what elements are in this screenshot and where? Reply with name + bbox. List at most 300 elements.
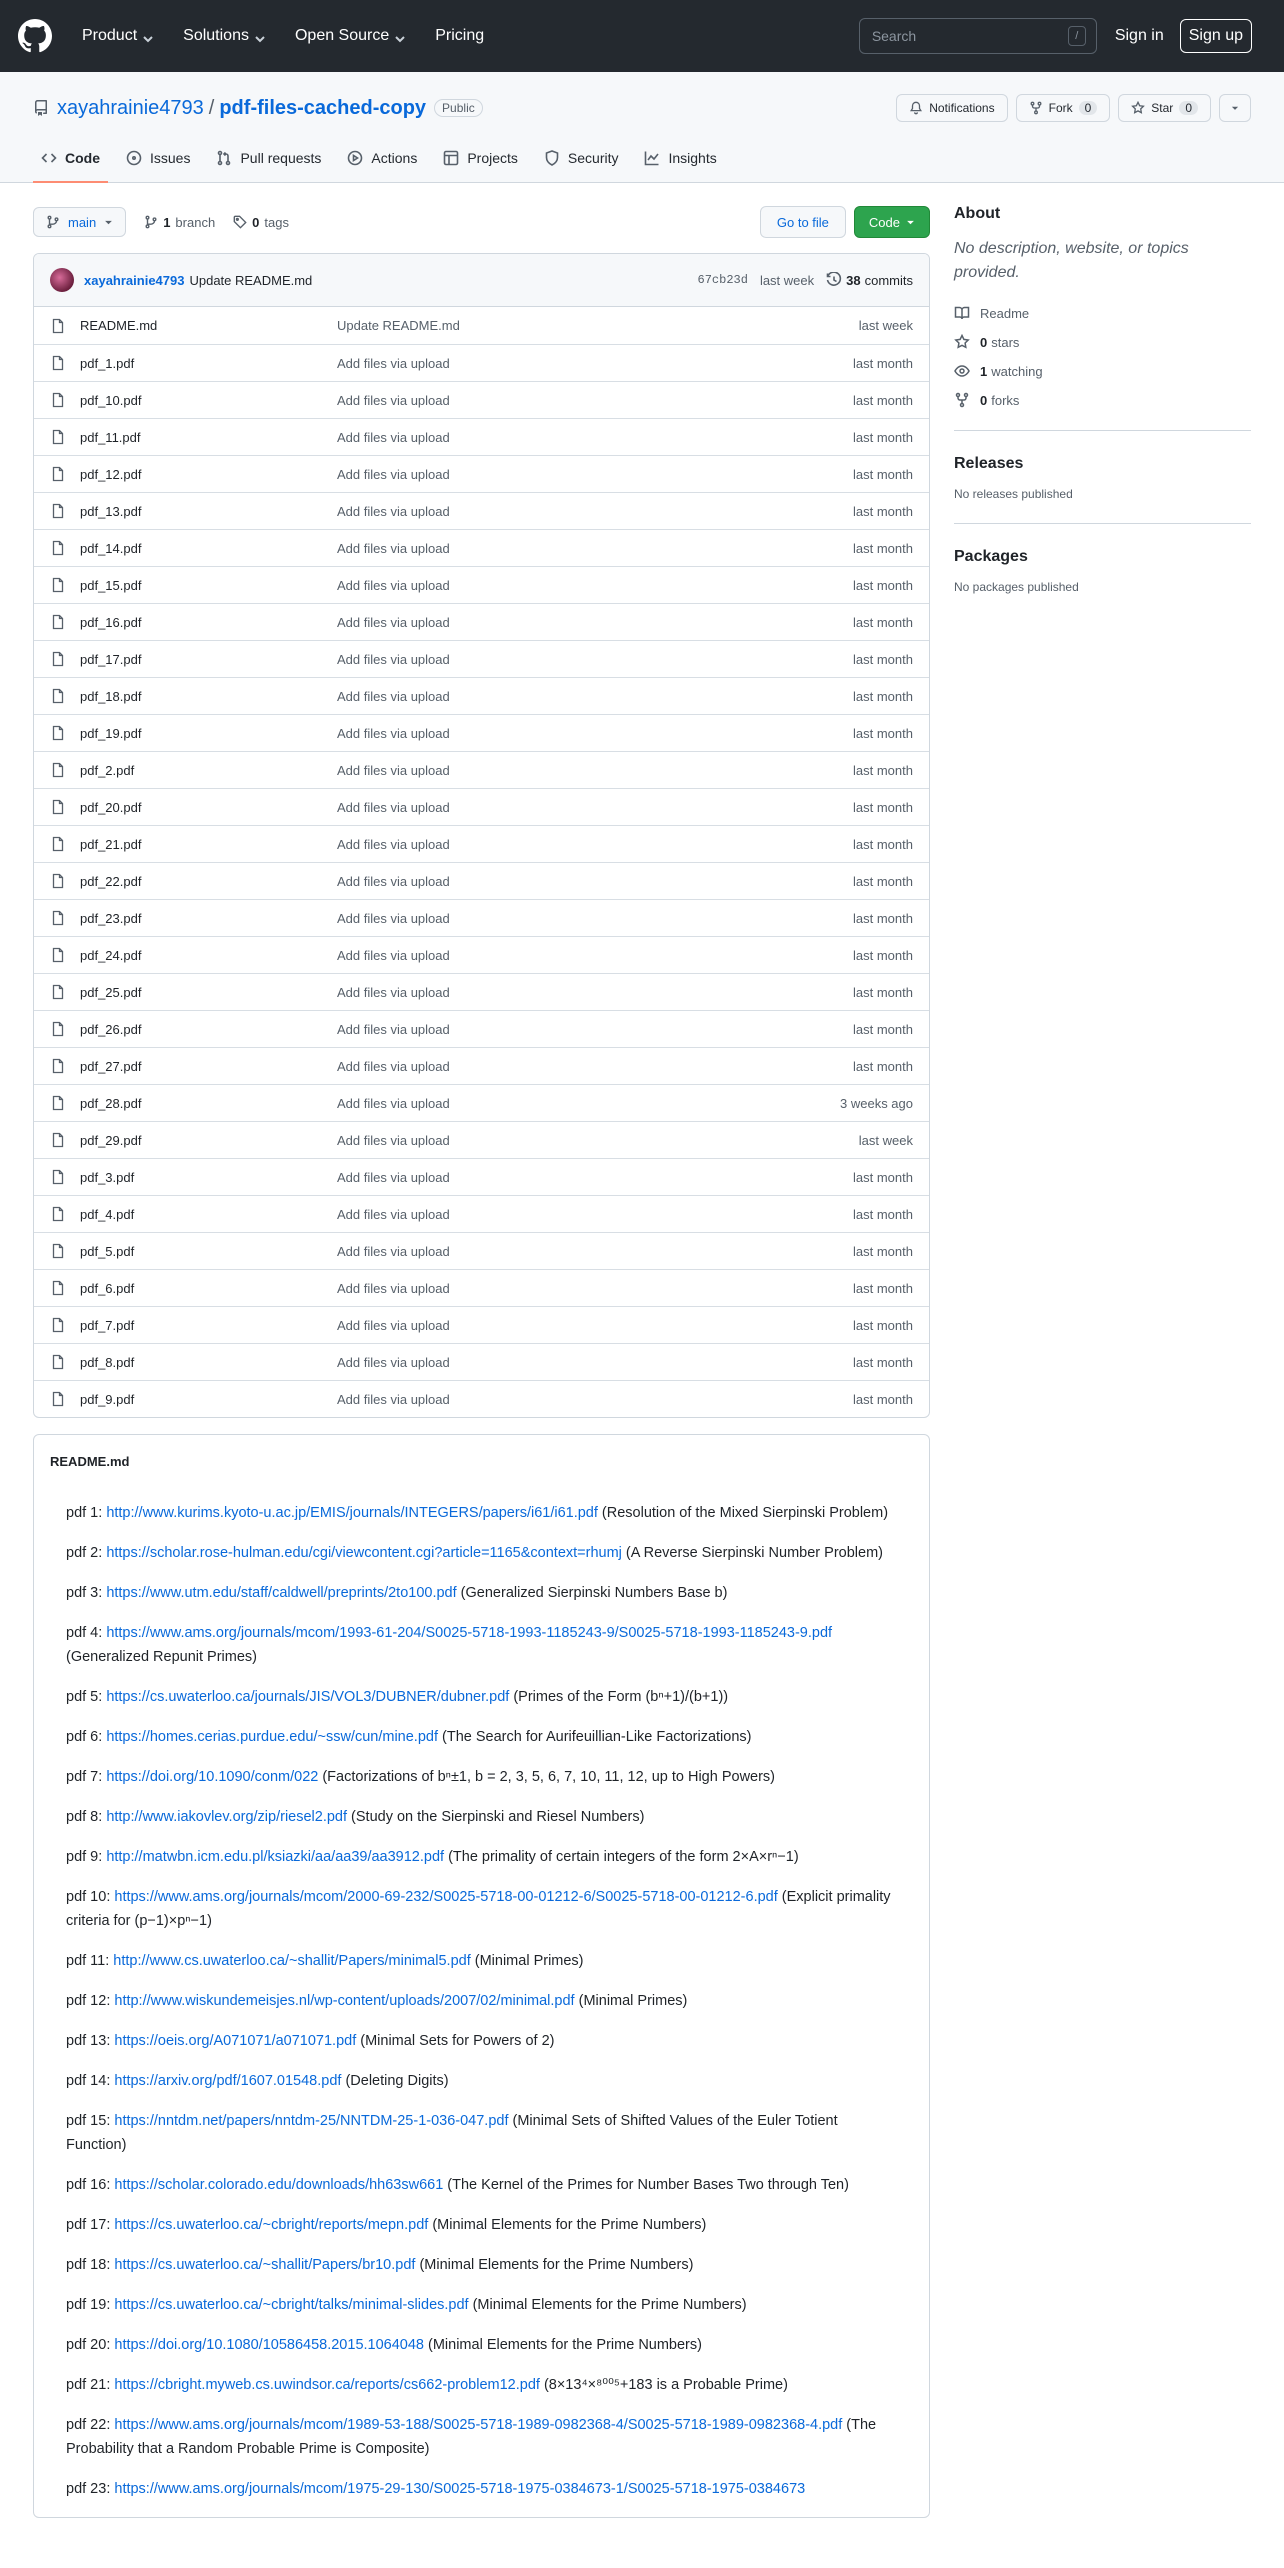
pdf-label: pdf 5: bbox=[66, 1689, 107, 1705]
sign-up-button[interactable]: Sign up bbox=[1180, 19, 1252, 53]
repo-name-link[interactable]: pdf-files-cached-copy bbox=[219, 96, 427, 119]
file-row[interactable] bbox=[34, 1084, 929, 1121]
tab-issues-label: Issues bbox=[150, 150, 191, 166]
pdf-description: (Minimal Elements for the Prime Numbers) bbox=[415, 2257, 694, 2273]
file-name-link[interactable]: pdf_20.pdf bbox=[80, 799, 142, 815]
tag-count: 0 bbox=[252, 214, 260, 230]
file-icon bbox=[50, 1206, 66, 1222]
star-label: Star bbox=[1151, 101, 1174, 115]
readme-body bbox=[34, 1487, 929, 2501]
pdf-label: pdf 21: bbox=[66, 2377, 115, 2393]
file-icon bbox=[50, 1280, 66, 1296]
file-name-link[interactable]: pdf_24.pdf bbox=[80, 947, 142, 963]
repo-path-separator: / bbox=[208, 96, 215, 119]
star-dropdown-button[interactable] bbox=[1219, 94, 1251, 122]
pdf-url-link[interactable]: https://www.utm.edu/staff/caldwell/preprints/2to100.pdf bbox=[106, 1585, 457, 1601]
file-row[interactable] bbox=[34, 529, 929, 566]
pdf-url-link[interactable]: https://homes.cerias.purdue.edu/~ssw/cun/mine.pdf bbox=[106, 1729, 438, 1745]
branch-word: branch bbox=[175, 214, 216, 230]
branch-count: 1 bbox=[163, 214, 171, 230]
pdf-description: (Minimal Elements for the Prime Numbers) bbox=[468, 2297, 747, 2313]
file-row[interactable] bbox=[34, 381, 929, 418]
file-commit-message[interactable]: Add files via upload bbox=[337, 947, 450, 963]
fork-icon bbox=[954, 392, 970, 408]
file-commit-message[interactable]: Add files via upload bbox=[337, 651, 450, 667]
file-row[interactable] bbox=[34, 1121, 929, 1158]
file-commit-message[interactable]: Add files via upload bbox=[337, 1021, 450, 1037]
stars-word: stars bbox=[991, 334, 1020, 350]
file-age: last month bbox=[853, 1169, 913, 1185]
table-icon bbox=[443, 150, 459, 166]
packages-empty-text: No packages published bbox=[954, 580, 1079, 594]
chevron-down-icon bbox=[395, 31, 405, 41]
file-row[interactable] bbox=[34, 344, 929, 381]
pdf-url-link[interactable]: https://nntdm.net/papers/nntdm-25/NNTDM-25-1-036-047.pdf bbox=[114, 2113, 509, 2129]
file-icon bbox=[50, 1095, 66, 1111]
tab-issues[interactable] bbox=[118, 134, 198, 182]
file-name-link[interactable]: pdf_16.pdf bbox=[80, 614, 142, 630]
search-input[interactable] bbox=[859, 18, 1097, 54]
file-commit-message[interactable]: Add files via upload bbox=[337, 762, 450, 778]
file-icon bbox=[50, 392, 66, 408]
commit-sha[interactable]: 67cb23d bbox=[697, 273, 748, 287]
file-list bbox=[34, 307, 929, 1417]
file-row[interactable] bbox=[34, 788, 929, 825]
pdf-label: pdf 8: bbox=[66, 1809, 107, 1825]
tags-link[interactable] bbox=[233, 215, 289, 230]
file-row[interactable] bbox=[34, 936, 929, 973]
tab-insights-label: Insights bbox=[668, 150, 717, 166]
file-age: last month bbox=[853, 1354, 913, 1370]
commit-author[interactable]: xayahrainie4793 bbox=[84, 272, 185, 288]
file-age: last month bbox=[853, 577, 913, 593]
pdf-url-link[interactable]: https://www.ams.org/journals/mcom/2000-69-232/S0025-5718-00-01212-6/S0025-5718-00-01212-6.pdf bbox=[114, 1889, 778, 1905]
github-logo-icon[interactable] bbox=[18, 19, 52, 53]
pdf-url-link[interactable]: https://www.ams.org/journals/mcom/1989-53-188/S0025-5718-1989-0982368-4/S0025-5718-1989-0982368-4.pdf bbox=[114, 2417, 843, 2433]
file-name-link[interactable]: pdf_9.pdf bbox=[80, 1391, 135, 1407]
file-age: last month bbox=[853, 873, 913, 889]
file-row[interactable] bbox=[34, 825, 929, 862]
file-row[interactable] bbox=[34, 899, 929, 936]
file-age: last month bbox=[853, 503, 913, 519]
releases-empty-text: No releases published bbox=[954, 487, 1073, 501]
file-icon bbox=[50, 947, 66, 963]
file-name-link[interactable]: pdf_5.pdf bbox=[80, 1243, 135, 1259]
file-name-link[interactable]: pdf_22.pdf bbox=[80, 873, 142, 889]
readme-pdf-entry bbox=[66, 2333, 897, 2357]
file-icon bbox=[50, 873, 66, 889]
file-commit-message[interactable]: Update README.md bbox=[337, 318, 460, 333]
file-name-link[interactable]: README.md bbox=[80, 318, 158, 333]
file-icon bbox=[50, 503, 66, 519]
file-commit-message[interactable]: Add files via upload bbox=[337, 503, 450, 519]
pdf-description: (Study on the Sierpinski and Riesel Numbers) bbox=[347, 1809, 645, 1825]
readme-pdf-entry bbox=[66, 2029, 897, 2053]
file-name-link[interactable]: pdf_14.pdf bbox=[80, 540, 142, 556]
chevron-down-icon bbox=[143, 31, 153, 41]
file-name-link[interactable]: pdf_19.pdf bbox=[80, 725, 142, 741]
commit-count-word: commits bbox=[864, 272, 913, 288]
file-commit-message[interactable]: Add files via upload bbox=[337, 725, 450, 741]
pdf-url-link[interactable]: https://cs.uwaterloo.ca/~shallit/Papers/br10.pdf bbox=[114, 2257, 416, 2273]
file-age: last month bbox=[853, 1317, 913, 1333]
file-age: last month bbox=[853, 540, 913, 556]
file-commit-message[interactable]: Add files via upload bbox=[337, 688, 450, 704]
pdf-label: pdf 22: bbox=[66, 2417, 115, 2433]
file-name-link[interactable]: pdf_2.pdf bbox=[80, 762, 135, 778]
pdf-description: (The Probability that a Random Probable Prime is Composite) bbox=[66, 2417, 877, 2457]
nav-open-source[interactable] bbox=[295, 27, 405, 45]
search-placeholder: Search bbox=[871, 28, 917, 44]
file-row[interactable] bbox=[34, 1380, 929, 1417]
file-commit-message[interactable]: Add files via upload bbox=[337, 429, 450, 445]
pdf-label: pdf 10: bbox=[66, 1889, 115, 1905]
go-to-file-button[interactable]: Go to file bbox=[760, 206, 846, 238]
file-age: last month bbox=[853, 1391, 913, 1407]
tab-pull-requests[interactable] bbox=[208, 134, 329, 182]
file-name-link[interactable]: pdf_1.pdf bbox=[80, 355, 135, 371]
nav-pricing[interactable] bbox=[435, 27, 484, 45]
file-row[interactable] bbox=[34, 714, 929, 751]
file-commit-message[interactable]: Add files via upload bbox=[337, 1095, 450, 1111]
readme-link-label: Readme bbox=[980, 305, 1030, 321]
file-name-link[interactable]: pdf_26.pdf bbox=[80, 1021, 142, 1037]
file-icon bbox=[50, 1317, 66, 1333]
pdf-url-link[interactable]: http://matwbn.icm.edu.pl/ksiazki/aa/aa39/aa3912.pdf bbox=[106, 1849, 445, 1865]
file-age: last week bbox=[858, 1132, 913, 1148]
pdf-description: (Minimal Elements for the Prime Numbers) bbox=[423, 2337, 702, 2353]
packages-section bbox=[954, 523, 1251, 594]
book-icon bbox=[954, 305, 970, 321]
file-row[interactable] bbox=[34, 492, 929, 529]
pdf-label: pdf 6: bbox=[66, 1729, 107, 1745]
file-age: last month bbox=[853, 910, 913, 926]
file-commit-message[interactable]: Add files via upload bbox=[337, 1391, 450, 1407]
pdf-description: (A Reverse Sierpinski Number Problem) bbox=[621, 1545, 883, 1561]
file-row[interactable] bbox=[34, 677, 929, 714]
file-row[interactable] bbox=[34, 1343, 929, 1380]
latest-commit-bar bbox=[34, 254, 929, 307]
fork-button[interactable] bbox=[1016, 94, 1111, 122]
repo-actions bbox=[896, 94, 1251, 122]
file-commit-message[interactable]: Add files via upload bbox=[337, 466, 450, 482]
readme-pdf-entry bbox=[66, 1949, 897, 1973]
pdf-description: (Minimal Sets of Shifted Values of the Euler Totient Function) bbox=[66, 2113, 838, 2153]
file-age: last month bbox=[853, 651, 913, 667]
commit-message[interactable]: Update README.md bbox=[189, 272, 313, 288]
file-commit-message[interactable]: Add files via upload bbox=[337, 577, 450, 593]
file-commit-message[interactable]: Add files via upload bbox=[337, 1132, 450, 1148]
file-name-link[interactable]: pdf_17.pdf bbox=[80, 651, 142, 667]
file-age: last month bbox=[853, 836, 913, 852]
file-icon bbox=[50, 318, 66, 334]
branch-icon bbox=[46, 215, 60, 229]
file-commit-message[interactable]: Add files via upload bbox=[337, 1243, 450, 1259]
branch-icon bbox=[144, 215, 158, 229]
pdf-description: (Primes of the Form (bⁿ+1)/(b+1)) bbox=[509, 1689, 729, 1705]
bell-icon bbox=[909, 101, 923, 115]
file-icon bbox=[50, 651, 66, 667]
watching-word: watching bbox=[991, 363, 1043, 379]
forks-count: 0 bbox=[980, 392, 988, 408]
triangle-down-icon bbox=[104, 218, 113, 227]
nav-solutions[interactable] bbox=[183, 27, 265, 45]
commits-history-link[interactable] bbox=[826, 272, 913, 288]
tab-pull-requests-label: Pull requests bbox=[240, 150, 322, 166]
readme-pdf-entry bbox=[66, 2413, 897, 2461]
pdf-url-link[interactable]: https://doi.org/10.1080/10586458.2015.1064048 bbox=[114, 2337, 424, 2353]
file-row[interactable] bbox=[34, 455, 929, 492]
pdf-url-link[interactable]: http://www.cs.uwaterloo.ca/~shallit/Papers/minimal5.pdf bbox=[113, 1953, 471, 1969]
file-age: last month bbox=[853, 392, 913, 408]
pdf-label: pdf 16: bbox=[66, 2177, 115, 2193]
global-header bbox=[0, 0, 1284, 72]
tab-security-label: Security bbox=[567, 150, 619, 166]
file-icon bbox=[50, 1243, 66, 1259]
file-age: last month bbox=[853, 614, 913, 630]
visibility-badge: Public bbox=[434, 99, 483, 117]
pdf-label: pdf 13: bbox=[66, 2033, 115, 2049]
pdf-description: (8×13⁴×⁸⁰⁰⁵+183 is a Probable Prime) bbox=[539, 2377, 788, 2393]
file-row[interactable] bbox=[34, 1158, 929, 1195]
pdf-description: (Generalized Repunit Primes) bbox=[66, 1649, 257, 1665]
stars-link[interactable] bbox=[954, 334, 1251, 350]
pdf-url-link[interactable]: http://www.iakovlev.org/zip/riesel2.pdf bbox=[106, 1809, 348, 1825]
pdf-url-link[interactable]: https://arxiv.org/pdf/1607.01548.pdf bbox=[114, 2073, 342, 2089]
pdf-url-link[interactable]: https://cs.uwaterloo.ca/~cbright/talks/minimal-slides.pdf bbox=[114, 2297, 469, 2313]
pdf-label: pdf 20: bbox=[66, 2337, 115, 2353]
file-age: last month bbox=[853, 688, 913, 704]
tab-insights[interactable] bbox=[636, 134, 724, 182]
file-row[interactable] bbox=[34, 751, 929, 788]
repo-title-row bbox=[33, 94, 1251, 122]
code-icon bbox=[41, 150, 57, 166]
file-age: last week bbox=[858, 318, 913, 333]
readme-pdf-entry bbox=[66, 1541, 897, 1565]
pdf-label: pdf 3: bbox=[66, 1585, 107, 1601]
tab-actions[interactable] bbox=[339, 134, 425, 182]
eye-icon bbox=[954, 363, 970, 379]
tab-code[interactable] bbox=[33, 134, 108, 182]
file-commit-message[interactable]: Add files via upload bbox=[337, 873, 450, 889]
file-row[interactable] bbox=[34, 1195, 929, 1232]
commit-count: 38 bbox=[846, 272, 861, 288]
pull-request-icon bbox=[216, 150, 232, 166]
notifications-label: Notifications bbox=[929, 101, 995, 115]
pdf-description: (Minimal Sets for Powers of 2) bbox=[356, 2033, 555, 2049]
pdf-description: (Generalized Sierpinski Numbers Base b) bbox=[456, 1585, 728, 1601]
file-commit-message[interactable]: Add files via upload bbox=[337, 1169, 450, 1185]
file-commit-message[interactable]: Add files via upload bbox=[337, 614, 450, 630]
pdf-url-link[interactable]: http://www.wiskundemeisjes.nl/wp-content/uploads/2007/02/minimal.pdf bbox=[114, 1993, 575, 2009]
file-commit-message[interactable]: Add files via upload bbox=[337, 1280, 450, 1296]
file-name-link[interactable]: pdf_21.pdf bbox=[80, 836, 142, 852]
file-name-link[interactable]: pdf_27.pdf bbox=[80, 1058, 142, 1074]
graph-icon bbox=[644, 150, 660, 166]
file-name-link[interactable]: pdf_23.pdf bbox=[80, 910, 142, 926]
file-row[interactable] bbox=[34, 862, 929, 899]
main-content bbox=[33, 205, 930, 2518]
file-row[interactable] bbox=[34, 1010, 929, 1047]
file-commit-message[interactable]: Add files via upload bbox=[337, 392, 450, 408]
star-icon bbox=[1131, 101, 1145, 115]
readme-title: README.md bbox=[50, 1453, 130, 1469]
branch-select-button[interactable] bbox=[33, 207, 126, 237]
file-name-link[interactable]: pdf_6.pdf bbox=[80, 1280, 135, 1296]
tab-code-label: Code bbox=[65, 150, 100, 166]
branches-link[interactable] bbox=[144, 215, 215, 230]
readme-pdf-entry bbox=[66, 2293, 897, 2317]
pdf-description: (Deleting Digits) bbox=[341, 2073, 449, 2089]
pdf-url-link[interactable]: https://cs.uwaterloo.ca/~cbright/reports/mepn.pdf bbox=[114, 2217, 429, 2233]
file-name-link[interactable]: pdf_13.pdf bbox=[80, 503, 142, 519]
file-commit-message[interactable]: Add files via upload bbox=[337, 1206, 450, 1222]
sign-in-link[interactable]: Sign in bbox=[1114, 27, 1164, 44]
file-row[interactable] bbox=[34, 1269, 929, 1306]
releases-heading[interactable]: Releases bbox=[954, 455, 1024, 472]
about-description: No description, website, or topics provided. bbox=[954, 240, 1189, 281]
file-age: last month bbox=[853, 1206, 913, 1222]
file-icon bbox=[50, 1132, 66, 1148]
file-commit-message[interactable]: Add files via upload bbox=[337, 836, 450, 852]
pdf-description: (Resolution of the Mixed Sierpinski Problem) bbox=[597, 1505, 889, 1521]
file-age: last month bbox=[853, 1280, 913, 1296]
repo-icon bbox=[33, 100, 57, 116]
pdf-url-link[interactable]: https://cs.uwaterloo.ca/journals/JIS/VOL3/DUBNER/dubner.pdf bbox=[106, 1689, 510, 1705]
watching-link[interactable] bbox=[954, 363, 1251, 379]
pdf-label: pdf 4: bbox=[66, 1625, 107, 1641]
file-name-link[interactable]: pdf_8.pdf bbox=[80, 1354, 135, 1370]
file-name-link[interactable]: pdf_7.pdf bbox=[80, 1317, 135, 1333]
file-row[interactable] bbox=[34, 1232, 929, 1269]
pdf-url-link[interactable]: https://doi.org/10.1090/conm/022 bbox=[106, 1769, 319, 1785]
pdf-description: (Explicit primality criteria for (p−1)×pⁿ−1) bbox=[66, 1889, 891, 1929]
triangle-down-icon bbox=[1230, 103, 1240, 113]
chevron-down-icon bbox=[255, 31, 265, 41]
readme-pdf-entry bbox=[66, 1765, 897, 1789]
readme-link[interactable] bbox=[954, 305, 1251, 321]
file-name-link[interactable]: pdf_28.pdf bbox=[80, 1095, 142, 1111]
file-icon bbox=[50, 1058, 66, 1074]
pdf-url-link[interactable]: https://www.ams.org/journals/mcom/1975-29-130/S0025-5718-1975-0384673-1/S0025-5718-1975-0384673 bbox=[114, 2481, 806, 2497]
file-icon bbox=[50, 614, 66, 630]
triangle-down-icon bbox=[906, 218, 915, 227]
star-button[interactable] bbox=[1118, 94, 1211, 122]
nav-pricing-label: Pricing bbox=[435, 27, 485, 44]
file-icon bbox=[50, 466, 66, 482]
pdf-url-link[interactable]: https://scholar.rose-hulman.edu/cgi/viewcontent.cgi?article=1165&context=rhumj bbox=[106, 1545, 622, 1561]
file-icon bbox=[50, 799, 66, 815]
file-commit-message[interactable]: Add files via upload bbox=[337, 355, 450, 371]
tag-icon bbox=[233, 215, 247, 229]
file-row[interactable] bbox=[34, 566, 929, 603]
pdf-description: (The primality of certain integers of the form 2×A×rⁿ−1) bbox=[444, 1849, 799, 1865]
file-row[interactable] bbox=[34, 973, 929, 1010]
file-age: last month bbox=[853, 947, 913, 963]
file-name-link[interactable]: pdf_25.pdf bbox=[80, 984, 142, 1000]
file-commit-message[interactable]: Add files via upload bbox=[337, 984, 450, 1000]
readme-pdf-entry bbox=[66, 2109, 897, 2157]
tab-projects[interactable] bbox=[435, 134, 526, 182]
forks-link[interactable] bbox=[954, 392, 1251, 408]
file-row[interactable] bbox=[34, 1047, 929, 1084]
pdf-label: pdf 17: bbox=[66, 2217, 115, 2233]
pdf-url-link[interactable]: https://scholar.colorado.edu/downloads/hh63sw661 bbox=[114, 2177, 444, 2193]
avatar[interactable] bbox=[50, 268, 74, 292]
file-row[interactable] bbox=[34, 1306, 929, 1343]
readme-pdf-entry bbox=[66, 2213, 897, 2237]
readme-pdf-entry bbox=[66, 2477, 897, 2501]
file-name-link[interactable]: pdf_4.pdf bbox=[80, 1206, 135, 1222]
file-row[interactable] bbox=[34, 418, 929, 455]
file-commit-message[interactable]: Add files via upload bbox=[337, 1354, 450, 1370]
readme-panel bbox=[33, 1434, 930, 2518]
file-name-link[interactable]: pdf_15.pdf bbox=[80, 577, 142, 593]
file-name-link[interactable]: pdf_29.pdf bbox=[80, 1132, 142, 1148]
tab-security[interactable] bbox=[536, 134, 627, 182]
file-commit-message[interactable]: Add files via upload bbox=[337, 1317, 450, 1333]
file-icon bbox=[50, 762, 66, 778]
file-icon bbox=[50, 1391, 66, 1407]
file-row[interactable] bbox=[34, 640, 929, 677]
file-icon bbox=[50, 577, 66, 593]
star-count: 0 bbox=[1179, 101, 1198, 115]
code-dropdown-button[interactable] bbox=[854, 206, 930, 238]
readme-pdf-entry bbox=[66, 1685, 897, 1709]
file-name-link[interactable]: pdf_11.pdf bbox=[80, 429, 141, 445]
file-toolbar bbox=[33, 205, 930, 239]
file-name-link[interactable]: pdf_12.pdf bbox=[80, 466, 142, 482]
stars-count: 0 bbox=[980, 334, 988, 350]
nav-solutions-label: Solutions bbox=[183, 27, 249, 44]
file-row[interactable] bbox=[34, 603, 929, 640]
file-icon bbox=[50, 540, 66, 556]
pdf-url-link[interactable]: https://www.ams.org/journals/mcom/1993-61-204/S0025-5718-1993-1185243-9/S0025-5718-1993-1185243-9.pdf bbox=[106, 1625, 833, 1641]
file-commit-message[interactable]: Add files via upload bbox=[337, 799, 450, 815]
notifications-button[interactable] bbox=[896, 94, 1007, 122]
pdf-label: pdf 18: bbox=[66, 2257, 115, 2273]
pdf-url-link[interactable]: http://www.kurims.kyoto-u.ac.jp/EMIS/journals/INTEGERS/papers/i61/i61.pdf bbox=[106, 1505, 598, 1521]
pdf-label: pdf 11: bbox=[66, 1953, 114, 1969]
history-icon bbox=[826, 272, 842, 288]
file-commit-message[interactable]: Add files via upload bbox=[337, 1058, 450, 1074]
nav-product-label: Product bbox=[82, 27, 138, 44]
readme-pdf-entry bbox=[66, 1581, 897, 1605]
nav-product[interactable] bbox=[82, 27, 153, 45]
packages-heading[interactable]: Packages bbox=[954, 548, 1028, 565]
file-name-link[interactable]: pdf_18.pdf bbox=[80, 688, 142, 704]
file-row[interactable] bbox=[34, 307, 929, 344]
pdf-url-link[interactable]: https://oeis.org/A071071/a071071.pdf bbox=[114, 2033, 357, 2049]
file-age: last month bbox=[853, 725, 913, 741]
commit-meta bbox=[698, 272, 913, 288]
file-age: last month bbox=[853, 984, 913, 1000]
file-name-link[interactable]: pdf_10.pdf bbox=[80, 392, 142, 408]
file-commit-message[interactable]: Add files via upload bbox=[337, 910, 450, 926]
readme-pdf-entry bbox=[66, 2373, 897, 2397]
pdf-url-link[interactable]: https://cbright.myweb.cs.uwindsor.ca/reports/cs662-problem12.pdf bbox=[114, 2377, 540, 2393]
file-name-link[interactable]: pdf_3.pdf bbox=[80, 1169, 135, 1185]
file-age: last month bbox=[853, 429, 913, 445]
readme-pdf-entry bbox=[66, 1989, 897, 2013]
file-icon bbox=[50, 429, 66, 445]
file-commit-message[interactable]: Add files via upload bbox=[337, 540, 450, 556]
play-icon bbox=[347, 150, 363, 166]
issue-icon bbox=[126, 150, 142, 166]
readme-pdf-entry bbox=[66, 1805, 897, 1829]
pdf-label: pdf 14: bbox=[66, 2073, 115, 2089]
repo-owner-link[interactable]: xayahrainie4793 bbox=[57, 96, 204, 119]
